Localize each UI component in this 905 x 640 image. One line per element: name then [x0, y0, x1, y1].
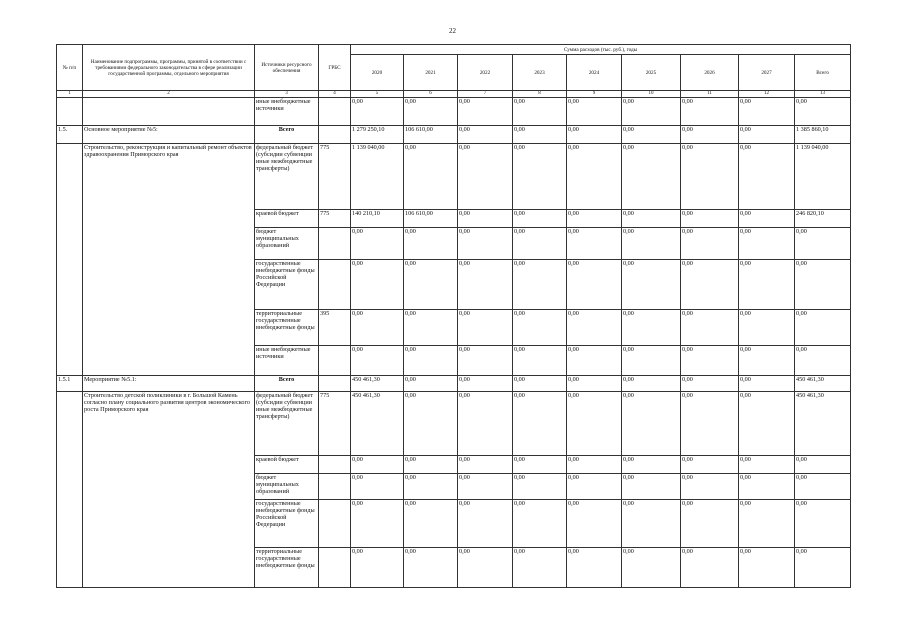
page-number: 22 [449, 27, 456, 35]
amount-cell: 1 385 860,10 [795, 126, 851, 144]
row-number [57, 98, 83, 126]
amount-cell: 0,00 [622, 376, 681, 392]
amount-cell: 0,00 [567, 346, 622, 376]
amount-cell: 0,00 [458, 144, 513, 210]
amount-cell: 0,00 [622, 474, 681, 500]
amount-cell: 0,00 [458, 500, 513, 548]
amount-cell: 0,00 [681, 474, 739, 500]
amount-cell: 0,00 [567, 126, 622, 144]
funding-source: краевой бюджет [255, 456, 319, 474]
amount-cell: 0,00 [513, 500, 567, 548]
amount-cell: 0,00 [739, 98, 795, 126]
header-year: 2024 [567, 55, 622, 91]
amount-cell: 0,00 [739, 228, 795, 260]
amount-cell: 1 139 040,00 [351, 144, 404, 210]
amount-cell: 0,00 [513, 260, 567, 310]
amount-cell: 0,00 [622, 346, 681, 376]
amount-cell: 0,00 [404, 376, 458, 392]
amount-cell: 0,00 [681, 346, 739, 376]
header-year: 2022 [458, 55, 513, 91]
funding-source: иные внебюджетные источники [255, 98, 319, 126]
header-year: 2026 [681, 55, 739, 91]
funding-source: территориальные государственные внебюджетные фонды [255, 310, 319, 346]
amount-cell: 0,00 [513, 456, 567, 474]
index-cell: 12 [739, 91, 795, 98]
amount-cell: 0,00 [739, 456, 795, 474]
header-name: Наименование подпрограммы, программы, принятой в соответствии с требованиями федерального законодательства в сфере реализации государственной программы, отдельного мероприятия [83, 45, 255, 91]
amount-cell: 0,00 [567, 392, 622, 456]
amount-cell: 0,00 [404, 260, 458, 310]
amount-cell: 0,00 [567, 500, 622, 548]
amount-cell: 0,00 [404, 392, 458, 456]
funding-source: бюджет муниципальных образований [255, 474, 319, 500]
amount-cell: 0,00 [795, 310, 851, 346]
amount-cell: 0,00 [739, 346, 795, 376]
total-label: Всего [255, 126, 319, 144]
amount-cell: 450 461,30 [351, 392, 404, 456]
row-number [57, 144, 83, 376]
amount-cell: 0,00 [681, 456, 739, 474]
amount-cell: 106 610,00 [404, 126, 458, 144]
amount-cell: 1 279 250,10 [351, 126, 404, 144]
amount-cell: 0,00 [622, 228, 681, 260]
row-number [57, 392, 83, 588]
amount-cell: 0,00 [739, 210, 795, 228]
amount-cell: 0,00 [458, 260, 513, 310]
amount-cell: 0,00 [513, 392, 567, 456]
amount-cell: 0,00 [351, 456, 404, 474]
amount-cell: 0,00 [458, 548, 513, 588]
amount-cell: 0,00 [404, 456, 458, 474]
total-label: Всего [255, 376, 319, 392]
amount-cell: 0,00 [795, 98, 851, 126]
grbs-code [319, 474, 351, 500]
amount-cell: 0,00 [567, 144, 622, 210]
amount-cell: 0,00 [567, 376, 622, 392]
grbs-code [319, 548, 351, 588]
amount-cell: 0,00 [739, 376, 795, 392]
amount-cell: 0,00 [795, 228, 851, 260]
amount-cell: 0,00 [458, 228, 513, 260]
amount-cell: 450 461,30 [795, 376, 851, 392]
amount-cell: 0,00 [681, 144, 739, 210]
grbs-code [319, 346, 351, 376]
amount-cell: 140 210,10 [351, 210, 404, 228]
amount-cell: 0,00 [567, 260, 622, 310]
amount-cell: 0,00 [567, 548, 622, 588]
amount-cell: 0,00 [622, 210, 681, 228]
amount-cell: 0,00 [567, 310, 622, 346]
amount-cell: 0,00 [622, 500, 681, 548]
amount-cell: 0,00 [739, 310, 795, 346]
amount-cell: 0,00 [622, 144, 681, 210]
header-total: Всего [795, 55, 851, 91]
section-total-row [57, 376, 851, 392]
amount-cell: 0,00 [681, 126, 739, 144]
amount-cell: 0,00 [681, 98, 739, 126]
index-cell: 13 [795, 91, 851, 98]
amount-cell: 0,00 [681, 392, 739, 456]
amount-cell: 0,00 [739, 548, 795, 588]
funding-source: государственные внебюджетные фонды Российской Федерации [255, 500, 319, 548]
amount-cell: 0,00 [567, 210, 622, 228]
row-name [83, 98, 255, 126]
header-year: 2025 [622, 55, 681, 91]
amount-cell: 0,00 [513, 376, 567, 392]
header-sum: Сумма расходов (тыс. руб.), годы [351, 45, 851, 55]
amount-cell: 0,00 [567, 456, 622, 474]
amount-cell: 0,00 [513, 98, 567, 126]
section-number: 1.5.1 [57, 376, 83, 392]
amount-cell: 0,00 [458, 126, 513, 144]
grbs-code [319, 228, 351, 260]
header-year: 2021 [404, 55, 458, 91]
header-year: 2020 [351, 55, 404, 91]
amount-cell: 0,00 [458, 346, 513, 376]
amount-cell: 0,00 [513, 144, 567, 210]
index-cell: 1 [57, 91, 83, 98]
amount-cell: 450 461,30 [351, 376, 404, 392]
amount-cell: 0,00 [458, 456, 513, 474]
amount-cell: 0,00 [795, 474, 851, 500]
funding-source: иные внебюджетные источники [255, 346, 319, 376]
section-title: Основное мероприятие №5: [83, 126, 255, 144]
amount-cell: 0,00 [404, 310, 458, 346]
amount-cell: 0,00 [513, 126, 567, 144]
header-source: Источники ресурсного обеспечения [255, 45, 319, 91]
amount-cell: 0,00 [739, 126, 795, 144]
grbs-code [319, 500, 351, 548]
amount-cell: 246 820,10 [795, 210, 851, 228]
grbs-code [319, 376, 351, 392]
index-cell: 7 [458, 91, 513, 98]
amount-cell: 0,00 [681, 310, 739, 346]
index-cell: 8 [513, 91, 567, 98]
amount-cell: 0,00 [795, 548, 851, 588]
index-cell: 11 [681, 91, 739, 98]
grbs-code [319, 126, 351, 144]
amount-cell: 0,00 [404, 98, 458, 126]
grbs-code: 775 [319, 210, 351, 228]
header-grbs: ГРБС [319, 45, 351, 91]
amount-cell: 0,00 [681, 260, 739, 310]
amount-cell: 0,00 [795, 260, 851, 310]
index-cell: 4 [319, 91, 351, 98]
index-cell: 6 [404, 91, 458, 98]
funding-source: федеральный бюджет (субсидии субвенции иные межбюджетные трансферты) [255, 392, 319, 456]
index-cell: 2 [83, 91, 255, 98]
amount-cell: 0,00 [458, 310, 513, 346]
amount-cell: 0,00 [351, 310, 404, 346]
amount-cell: 0,00 [458, 210, 513, 228]
amount-cell: 0,00 [622, 548, 681, 588]
index-cell: 5 [351, 91, 404, 98]
amount-cell: 0,00 [351, 98, 404, 126]
amount-cell: 0,00 [458, 392, 513, 456]
amount-cell: 106 610,00 [404, 210, 458, 228]
amount-cell: 0,00 [795, 500, 851, 548]
budget-table [56, 44, 851, 588]
amount-cell: 0,00 [739, 474, 795, 500]
grbs-code [319, 98, 351, 126]
amount-cell: 0,00 [513, 310, 567, 346]
grbs-code [319, 456, 351, 474]
amount-cell: 0,00 [351, 500, 404, 548]
index-row [57, 91, 851, 98]
amount-cell: 0,00 [513, 474, 567, 500]
amount-cell: 0,00 [404, 500, 458, 548]
amount-cell: 0,00 [739, 500, 795, 548]
measure-name: Строительство, реконструкция и капитальный ремонт объектов здравоохранения Приморского края [83, 144, 255, 376]
amount-cell: 0,00 [458, 474, 513, 500]
amount-cell: 0,00 [681, 210, 739, 228]
amount-cell: 0,00 [622, 456, 681, 474]
amount-cell: 0,00 [458, 98, 513, 126]
amount-cell: 0,00 [513, 228, 567, 260]
amount-cell: 0,00 [458, 376, 513, 392]
amount-cell: 0,00 [404, 548, 458, 588]
grbs-code: 395 [319, 310, 351, 346]
amount-cell: 0,00 [513, 548, 567, 588]
amount-cell: 0,00 [567, 228, 622, 260]
amount-cell: 0,00 [622, 98, 681, 126]
section-number: 1.5. [57, 126, 83, 144]
header-year: 2027 [739, 55, 795, 91]
section-title: Мероприятие №5.1: [83, 376, 255, 392]
amount-cell: 0,00 [739, 260, 795, 310]
amount-cell: 0,00 [622, 260, 681, 310]
funding-source: бюджет муниципальных образований [255, 228, 319, 260]
amount-cell: 450 461,30 [795, 392, 851, 456]
amount-cell: 0,00 [681, 376, 739, 392]
amount-cell: 0,00 [404, 144, 458, 210]
amount-cell: 0,00 [567, 474, 622, 500]
funding-source: государственные внебюджетные фонды Российской Федерации [255, 260, 319, 310]
grbs-code [319, 260, 351, 310]
funding-source: территориальные государственные внебюджетные фонды [255, 548, 319, 588]
amount-cell: 0,00 [795, 456, 851, 474]
amount-cell: 0,00 [739, 144, 795, 210]
amount-cell: 0,00 [681, 500, 739, 548]
funding-source: краевой бюджет [255, 210, 319, 228]
table-row [57, 144, 851, 210]
amount-cell: 0,00 [622, 392, 681, 456]
amount-cell: 0,00 [404, 228, 458, 260]
amount-cell: 0,00 [681, 228, 739, 260]
amount-cell: 0,00 [622, 310, 681, 346]
table-row [57, 392, 851, 456]
amount-cell: 0,00 [351, 228, 404, 260]
amount-cell: 0,00 [351, 548, 404, 588]
amount-cell: 0,00 [795, 346, 851, 376]
amount-cell: 0,00 [351, 346, 404, 376]
section-total-row [57, 126, 851, 144]
amount-cell: 0,00 [513, 210, 567, 228]
amount-cell: 0,00 [351, 474, 404, 500]
index-cell: 3 [255, 91, 319, 98]
amount-cell: 0,00 [404, 474, 458, 500]
amount-cell: 0,00 [513, 346, 567, 376]
header-number: № п/п [57, 45, 83, 91]
grbs-code: 775 [319, 392, 351, 456]
amount-cell: 0,00 [739, 392, 795, 456]
index-cell: 9 [567, 91, 622, 98]
amount-cell: 0,00 [567, 98, 622, 126]
table-row [57, 98, 851, 126]
amount-cell: 0,00 [681, 548, 739, 588]
measure-name: Строительство детской поликлиники в г. Большой Камень согласно плану социального развития центров экономического роста Приморского края [83, 392, 255, 588]
amount-cell: 0,00 [404, 346, 458, 376]
amount-cell: 1 139 040,00 [795, 144, 851, 210]
amount-cell: 0,00 [622, 126, 681, 144]
amount-cell: 0,00 [351, 260, 404, 310]
header-year: 2023 [513, 55, 567, 91]
index-cell: 10 [622, 91, 681, 98]
funding-source: федеральный бюджет (субсидии субвенции иные межбюджетные трансферты) [255, 144, 319, 210]
grbs-code: 775 [319, 144, 351, 210]
